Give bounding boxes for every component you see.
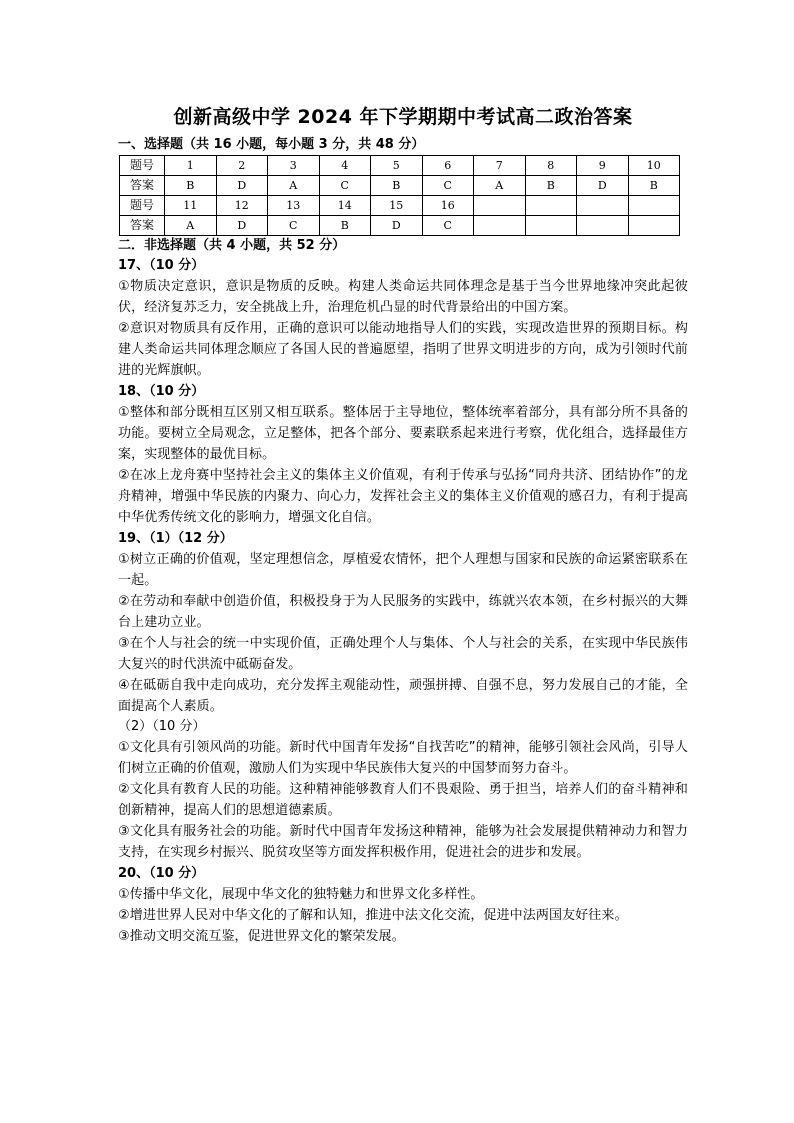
table-row — [120, 196, 680, 216]
section1-heading: 一、选择题（共 16 小题，每小题 3 分，共 48 分） — [118, 137, 425, 152]
table-cell: 8 — [525, 156, 577, 176]
table-cell: 1 — [165, 156, 217, 176]
table-cell: C — [319, 176, 371, 196]
table-cell: B — [525, 176, 577, 196]
answer-paragraph: ①整体和部分既相互区别又相互联系。整体居于主导地位，整体统率着部分，具有部分所不具备的功能。要树立全局观念，立足整体，把各个部分、要素联系起来进行考察，优化组合，选择最佳方案，实现整体的最优目标。 — [118, 405, 688, 462]
table-cell: C — [268, 216, 320, 236]
table-cell — [628, 216, 680, 236]
table-cell: 7 — [474, 156, 526, 176]
answer-paragraph: ①物质决定意识，意识是物质的反映。构建人类命运共同体理念是基于当今世界地缘冲突此起彼伏，经济复苏乏力，安全挑战上升，治理危机凸显的时代背景给出的中国方案。 — [118, 279, 688, 315]
table-cell: 2 — [216, 156, 268, 176]
table-cell: 10 — [628, 156, 680, 176]
table-cell: B — [165, 176, 217, 196]
table-cell: 9 — [577, 156, 629, 176]
table-cell: A — [474, 176, 526, 196]
answer-paragraph: ①树立正确的价值观，坚定理想信念，厚植爱农情怀，把个人理想与国家和民族的命运紧密联系在一起。 — [118, 552, 688, 588]
answer-paragraph: ③在个人与社会的统一中实现价值，正确处理个人与集体、个人与社会的关系，在实现中华民族伟大复兴的时代洪流中砥砺奋发。 — [118, 636, 688, 672]
table-row — [120, 156, 680, 176]
table-cell — [577, 216, 629, 236]
table-cell: A — [268, 176, 320, 196]
answer-paragraph: ①文化具有引领风尚的功能。新时代中国青年发扬“自找苦吃”的精神，能够引领社会风尚，引导人们树立正确的价值观，激励人们为实现中华民族伟大复兴的中国梦而努力奋斗。 — [118, 740, 688, 776]
table-cell: C — [422, 176, 474, 196]
table-cell — [577, 196, 629, 216]
table-cell — [525, 196, 577, 216]
answer-paragraph: ①传播中华文化，展现中华文化的独特魅力和世界文化多样性。 — [118, 887, 484, 902]
table-cell: B — [628, 176, 680, 196]
question-20-heading: 20、（10 分） — [118, 866, 205, 881]
answer-table — [119, 155, 680, 236]
table-cell: 6 — [422, 156, 474, 176]
table-cell: D — [577, 176, 629, 196]
row-label: 题号 — [120, 196, 165, 216]
row-label: 答案 — [120, 216, 165, 236]
row-label: 答案 — [120, 176, 165, 196]
table-cell: 12 — [216, 196, 268, 216]
table-cell — [525, 216, 577, 236]
table-cell: C — [422, 216, 474, 236]
answer-paragraph: ②意识对物质具有反作用，正确的意识可以能动地指导人们的实践，实现改造世界的预期目标。构建人类命运共同体理念顺应了各国人民的普遍愿望，指明了世界文明进步的方向，成为引领时代前进的光辉旗帜。 — [118, 321, 688, 378]
table-cell: D — [371, 216, 423, 236]
section2-heading: 二．非选择题（共 4 小题，共 52 分） — [118, 238, 346, 253]
table-cell: 16 — [422, 196, 474, 216]
table-cell: B — [319, 216, 371, 236]
table-cell: A — [165, 216, 217, 236]
answer-paragraph: ②在冰上龙舟赛中坚持社会主义的集体主义价值观，有利于传承与弘扬“同舟共济、团结协作”的龙舟精神，增强中华民族的内聚力、向心力，发挥社会主义的集体主义价值观的感召力，有利于提高中华优秀传统文化的影响力，增强文化自信。 — [118, 468, 688, 525]
table-cell: 4 — [319, 156, 371, 176]
answer-sheet — [118, 104, 688, 947]
table-cell: 13 — [268, 196, 320, 216]
table-cell: B — [371, 176, 423, 196]
table-cell: 5 — [371, 156, 423, 176]
table-cell: 11 — [165, 196, 217, 216]
table-cell — [474, 196, 526, 216]
answer-paragraph: ②增进世界人民对中华文化的了解和认知，推进中法文化交流，促进中法两国友好往来。 — [118, 908, 628, 923]
table-cell: D — [216, 176, 268, 196]
answer-paragraph: ③推动文明交流互鉴，促进世界文化的繁荣发展。 — [118, 929, 405, 944]
answer-paragraph: ③文化具有服务社会的功能。新时代中国青年发扬这种精神，能够为社会发展提供精神动力和智力支持，在实现乡村振兴、脱贫攻坚等方面发挥积极作用，促进社会的进步和发展。 — [118, 824, 688, 860]
table-row — [120, 176, 680, 196]
question-19-heading: 19、（1）（12 分） — [118, 531, 233, 546]
table-cell: 3 — [268, 156, 320, 176]
question-18-heading: 18、（10 分） — [118, 384, 205, 399]
answer-paragraph: ②在劳动和奉献中创造价值，积极投身于为人民服务的实践中，练就兴农本领，在乡村振兴的大舞台上建功立业。 — [118, 594, 688, 630]
answer-paragraph: ②文化具有教育人民的功能。这种精神能够教育人们不畏艰险、勇于担当，培养人们的奋斗精神和创新精神，提高人们的思想道德素质。 — [118, 782, 688, 818]
row-label: 题号 — [120, 156, 165, 176]
answer-paragraph: ④在砥砺自我中走向成功，充分发挥主观能动性，顽强拼搏、自强不息，努力发展自己的才能，全面提高个人素质。 — [118, 678, 688, 714]
table-cell — [474, 216, 526, 236]
question-17-heading: 17、（10 分） — [118, 258, 205, 273]
question-19-part2-heading: （2）（10 分） — [118, 719, 206, 734]
table-cell — [628, 196, 680, 216]
table-cell: 14 — [319, 196, 371, 216]
table-cell: 15 — [371, 196, 423, 216]
table-cell: D — [216, 216, 268, 236]
table-row — [120, 216, 680, 236]
page-title: 创新高级中学 2024 年下学期期中考试高二政治答案 — [173, 106, 633, 128]
